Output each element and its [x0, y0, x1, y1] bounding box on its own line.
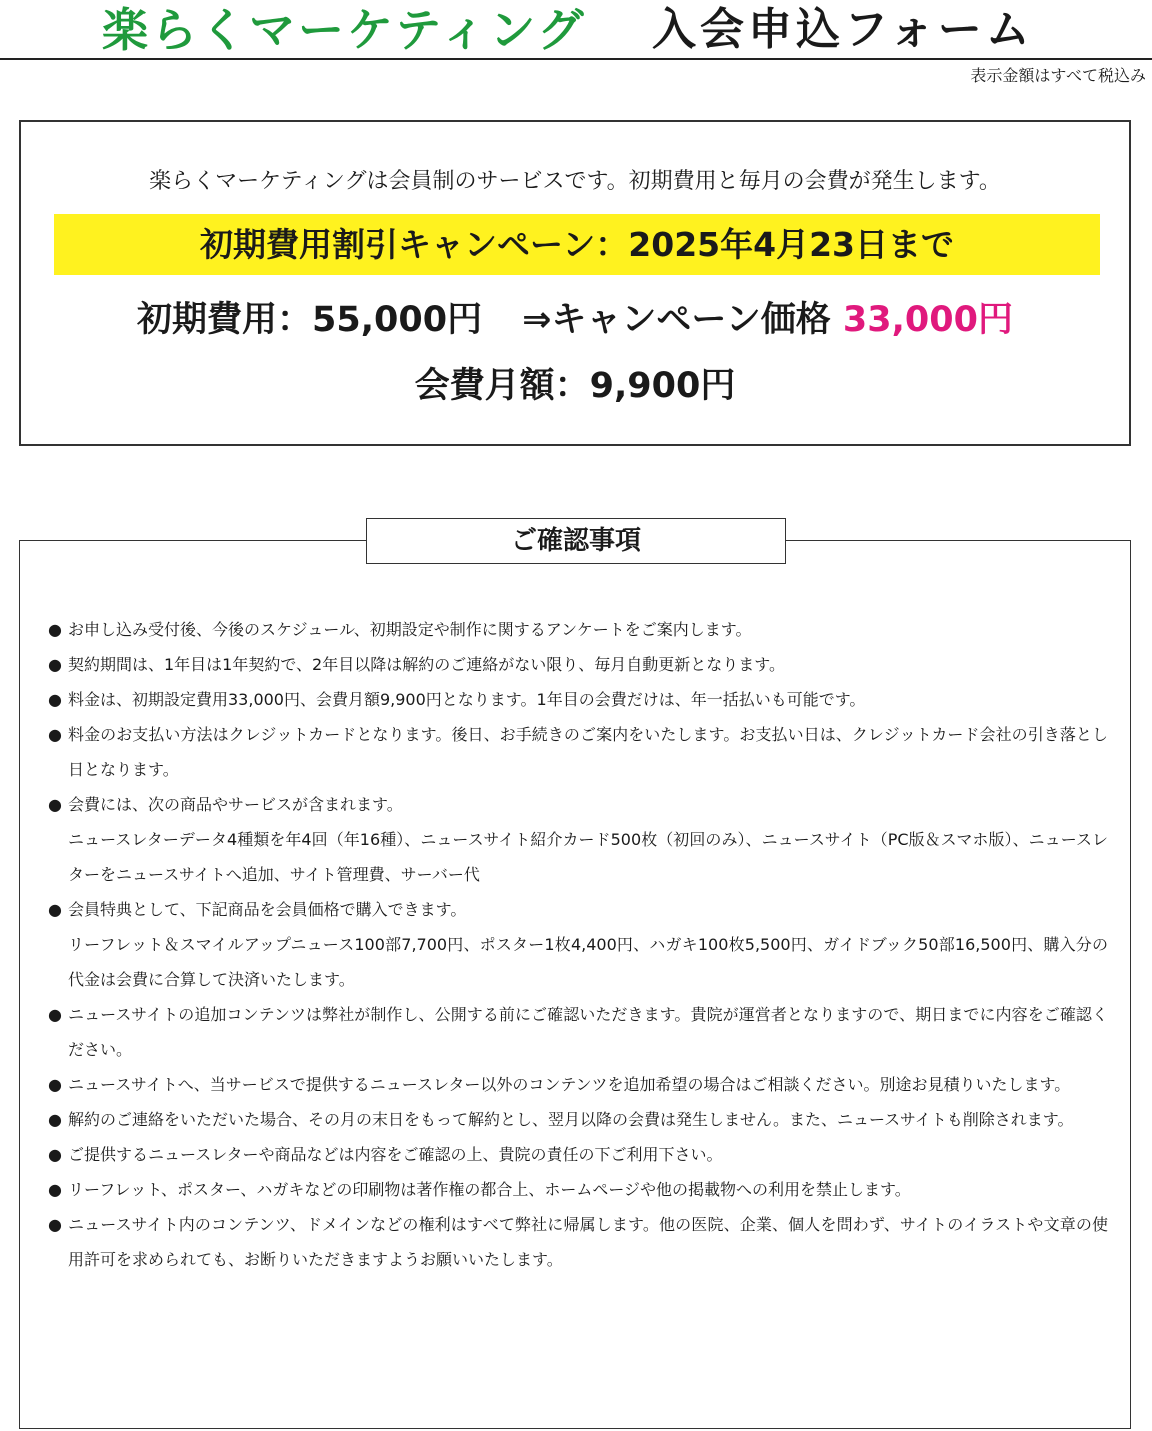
initial-fee: 初期費用：55,000円: [137, 300, 483, 340]
note-item: [48, 1172, 1108, 1207]
bullet-icon: ●: [48, 1075, 62, 1094]
bullet-icon: ●: [48, 1145, 62, 1164]
pricing-box: [19, 120, 1131, 446]
note-item: [48, 1067, 1108, 1102]
note-item: [48, 682, 1108, 717]
note-text: ご提供するニュースレターや商品などは内容をご確認の上、貴院の責任の下ご利用下さい。: [68, 1145, 723, 1164]
note-text: お申し込み受付後、今後のスケジュール、初期設定や制作に関するアンケートをご案内します。: [68, 620, 752, 639]
note-item: [48, 647, 1108, 682]
note-text: ニュースサイトへ、当サービスで提供するニュースレター以外のコンテンツを追加希望の場合はご相談ください。別途お見積りいたします。: [68, 1075, 1071, 1094]
brand-logo: 楽らくマーケティング: [102, 3, 587, 57]
bullet-icon: ●: [48, 655, 62, 674]
notes-border-left: [19, 540, 366, 541]
tax-note: 表示金額はすべて税込み: [970, 66, 1146, 85]
note-item: [48, 787, 1108, 892]
note-text: 会員特典として、下記商品を会員価格で購入できます。 リーフレット＆スマイルアップニュース100部7,700円、ポスター1枚4,400円、ハガキ100枚5,500円、ガイドブック50部16,500円、購入分の代金は会費に合算して決済いたします。: [68, 900, 1108, 989]
bullet-icon: ●: [48, 725, 62, 744]
note-item: [48, 717, 1108, 787]
notes-heading: ご確認事項: [366, 518, 786, 564]
note-item: [48, 1207, 1108, 1277]
bullet-icon: ●: [48, 620, 62, 639]
bullet-icon: ●: [48, 795, 62, 814]
monthly-fee: 会費月額：9,900円: [414, 366, 736, 406]
note-item: [48, 892, 1108, 997]
note-text: 契約期間は、1年目は1年契約で、2年目以降は解約のご連絡がない限り、毎月自動更新となります。: [68, 655, 785, 674]
note-text: 解約のご連絡をいただいた場合、その月の末日をもって解約とし、翌月以降の会費は発生しません。また、ニュースサイトも削除されます。: [68, 1110, 1074, 1129]
bullet-icon: ●: [48, 900, 62, 919]
note-item: [48, 1102, 1108, 1137]
initial-fee-line: [21, 294, 1129, 346]
note-item: [48, 997, 1108, 1067]
bullet-icon: ●: [48, 1215, 62, 1234]
page-title: 入会申込フォーム: [652, 4, 1034, 55]
note-text: 料金は、初期設定費用33,000円、会費月額9,900円となります。1年目の会費だけは、年一括払いも可能です。: [68, 690, 866, 709]
campaign-price-label: ⇒キャンペーン価格: [522, 300, 831, 340]
bullet-icon: ●: [48, 1005, 62, 1024]
note-item: [48, 612, 1108, 647]
note-text: 料金のお支払い方法はクレジットカードとなります。後日、お手続きのご案内をいたします。お支払い日は、クレジットカード会社の引き落とし日となります。: [68, 725, 1108, 779]
notes-list: [48, 612, 1108, 1277]
notes-border-right: [786, 540, 1131, 541]
pricing-intro: 楽らくマーケティングは会員制のサービスです。初期費用と毎月の会費が発生します。: [149, 169, 1001, 194]
bullet-icon: ●: [48, 690, 62, 709]
note-text: 会費には、次の商品やサービスが含まれます。 ニュースレターデータ4種類を年4回（年16種）、ニュースサイト紹介カード500枚（初回のみ）、ニュースサイト（PC版＆スマホ版）、ニュースレターをニュースサイトへ追加、サイト管理費、サーバー代: [68, 795, 1108, 884]
note-text: ニュースサイト内のコンテンツ、ドメインなどの権利はすべて弊社に帰属します。他の医院、企業、個人を問わず、サイトのイラストや文章の使用許可を求められても、お断りいただきますようお願いいたします。: [68, 1215, 1108, 1269]
note-text: リーフレット、ポスター、ハガキなどの印刷物は著作権の都合上、ホームページや他の掲載物への利用を禁止します。: [68, 1180, 911, 1199]
note-text: ニュースサイトの追加コンテンツは弊社が制作し、公開する前にご確認いただきます。貴院が運営者となりますので、期日までに内容をご確認ください。: [68, 1005, 1108, 1059]
bullet-icon: ●: [48, 1180, 62, 1199]
campaign-banner: 初期費用割引キャンペーン：2025年4月23日まで: [54, 214, 1100, 275]
campaign-price-value: 33,000円: [842, 300, 1013, 340]
page-header: [0, 0, 1152, 60]
bullet-icon: ●: [48, 1110, 62, 1129]
note-item: [48, 1137, 1108, 1172]
